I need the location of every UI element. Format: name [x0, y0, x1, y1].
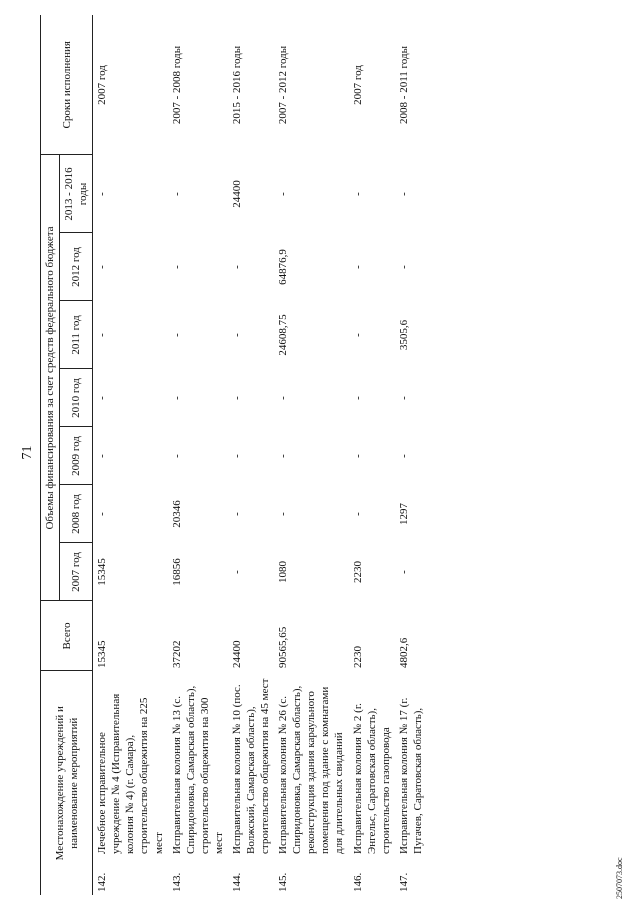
row-total: 15345	[96, 640, 109, 668]
row-value: -	[170, 454, 183, 458]
row-value: -	[397, 454, 410, 458]
row-value: 24608,75	[277, 314, 290, 356]
table-row	[228, 15, 274, 895]
row-value: -	[351, 454, 364, 458]
row-value: -	[351, 192, 364, 196]
row-name: Лечебное исправительное учреждение № 4 (Исправительная колония № 4) (г. Самара), строительство общежития на 225 мест	[96, 693, 165, 854]
row-value: -	[277, 192, 290, 196]
header-year: 2013 - 2016 годы	[60, 155, 93, 233]
row-value: -	[351, 396, 364, 400]
row-total: 24400	[230, 640, 243, 668]
row-value: -	[351, 265, 364, 269]
row-value: 3505,6	[397, 319, 410, 351]
row-total: 37202	[170, 640, 183, 668]
row-term: 2007 год	[351, 65, 364, 105]
row-number: 147.	[397, 872, 410, 892]
header-total: Всего	[41, 601, 93, 671]
row-value: -	[170, 192, 183, 196]
header-year: 2007 год	[60, 543, 93, 601]
row-value: -	[277, 396, 290, 400]
row-value: -	[397, 192, 410, 196]
row-value: -	[96, 512, 109, 516]
row-number: 145.	[277, 872, 290, 892]
row-term: 2007 - 2008 годы	[170, 45, 183, 125]
row-value: 1297	[397, 502, 410, 525]
row-value: -	[170, 396, 183, 400]
row-value: 20346	[170, 500, 183, 528]
row-value: -	[230, 265, 243, 269]
row-name: Исправительная колония № 17 (г. Пугачев, Саратовская область),	[397, 697, 424, 854]
table-row	[349, 15, 395, 895]
row-value: -	[96, 333, 109, 337]
row-number: 144.	[230, 872, 243, 892]
row-term: 2007 год	[96, 65, 109, 105]
row-name: Исправительная колония № 26 (с. Спиридоновка, Самарская область), реконструкция здания караульного помещения под здание с комнатами для длительных свиданий	[277, 685, 346, 854]
row-number: 143.	[170, 872, 183, 892]
row-value: -	[351, 333, 364, 337]
row-value: 24400	[230, 180, 243, 208]
row-value: -	[170, 265, 183, 269]
row-value: 64876,9	[277, 249, 290, 285]
row-value: -	[230, 570, 243, 574]
table-row	[274, 15, 348, 895]
row-number: 142.	[96, 872, 109, 892]
row-value: -	[230, 333, 243, 337]
row-name: Исправительная колония № 10 (пос. Волжский, Самарская область), строительство общежития на 45 мест	[230, 678, 272, 854]
header-year: 2011 год	[60, 301, 93, 369]
document-code: 2507073.doc	[615, 857, 624, 899]
table-row	[93, 15, 168, 895]
row-value: 1080	[277, 560, 290, 583]
row-total: 2230	[351, 645, 364, 668]
header-year: 2012 год	[60, 233, 93, 301]
row-value: -	[397, 570, 410, 574]
row-value: 16856	[170, 558, 183, 586]
row-value: -	[230, 512, 243, 516]
row-value: -	[397, 396, 410, 400]
row-value: -	[230, 454, 243, 458]
header-year: 2010 год	[60, 369, 93, 427]
row-value: 15345	[96, 558, 109, 586]
row-term: 2008 - 2011 годы	[397, 46, 410, 124]
row-value: -	[397, 265, 410, 269]
row-value: -	[351, 512, 364, 516]
header-year: 2009 год	[60, 427, 93, 485]
row-name: Исправительная колония № 2 (г. Энгельс, Саратовская область), строительство газопровода	[351, 703, 392, 854]
row-value: -	[170, 333, 183, 337]
row-value: -	[96, 454, 109, 458]
header-year: 2008 год	[60, 485, 93, 543]
table-row	[395, 15, 427, 895]
row-number: 146.	[351, 872, 364, 892]
row-value: -	[277, 512, 290, 516]
header-location: Местонахождение учреждений и наименование мероприятий	[41, 671, 93, 895]
page-number: 71	[20, 445, 35, 460]
row-term: 2015 - 2016 годы	[230, 45, 243, 125]
table-row	[168, 15, 228, 895]
row-value: 2230	[351, 560, 364, 583]
row-value: -	[277, 454, 290, 458]
row-total: 4802,6	[397, 637, 410, 668]
header-terms: Сроки исполнения	[41, 15, 93, 155]
row-total: 90565,65	[277, 626, 290, 668]
row-value: -	[96, 396, 109, 400]
row-value: -	[96, 192, 109, 196]
row-value: -	[96, 265, 109, 269]
budget-table	[40, 15, 427, 895]
row-term: 2007 - 2012 годы	[277, 45, 290, 125]
row-value: -	[230, 396, 243, 400]
header-funding-group: Объемы финансирования за счет средств федерального бюджета	[41, 155, 60, 601]
row-name: Исправительная колония № 13 (с. Спиридоновка, Самарская область), строительство общежития на 300 мест	[170, 685, 225, 854]
